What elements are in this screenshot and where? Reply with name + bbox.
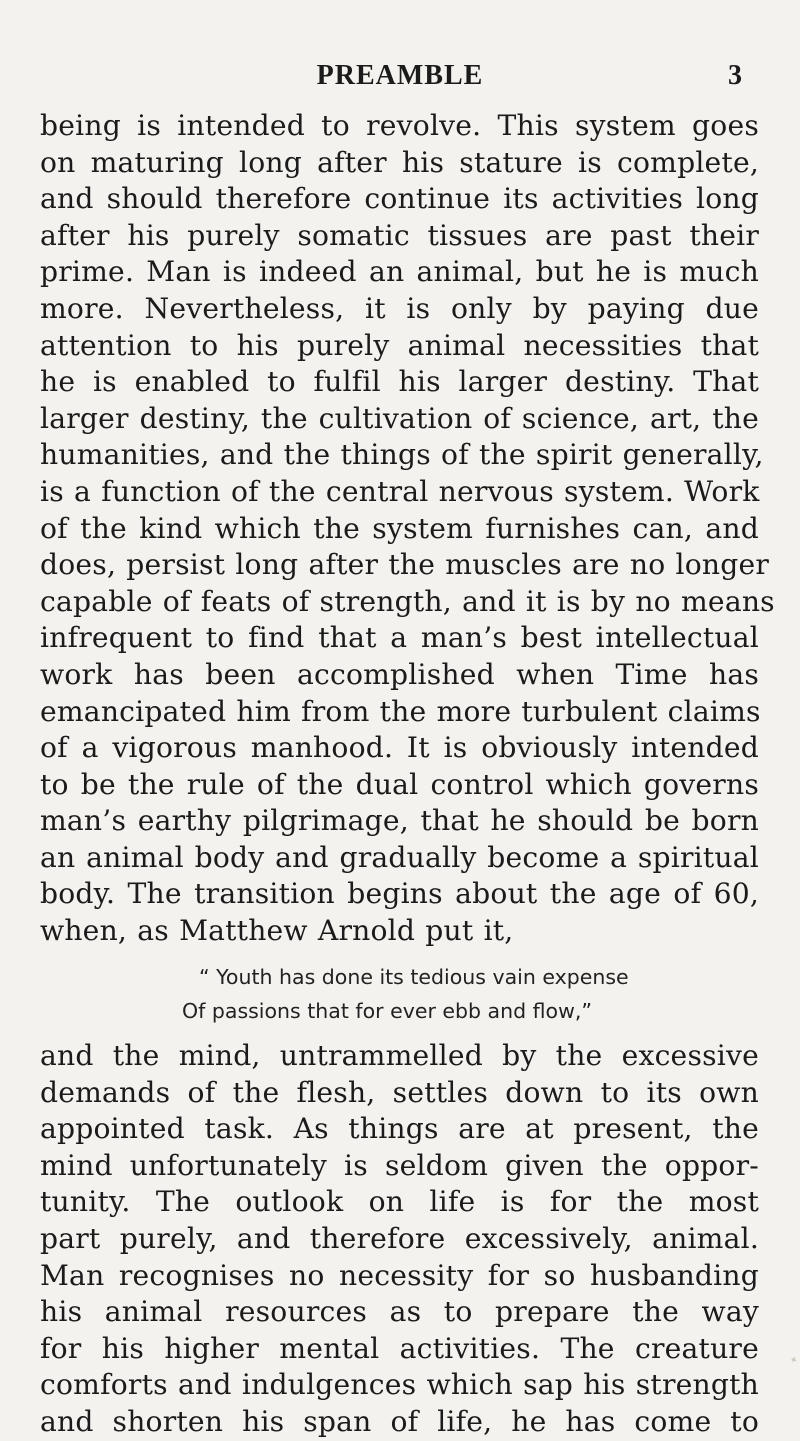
text-line: larger destiny, the cultivation of science, art, the — [40, 401, 759, 435]
text-line: of the kind which the system furnishes can, and — [40, 511, 759, 545]
text-line: mind unfortunately is seldom given the oppor- — [40, 1148, 759, 1182]
text-line: attention to his purely animal necessities that — [40, 328, 759, 362]
text-line: to be the rule of the dual control which governs — [40, 767, 759, 801]
text-line: comforts and indulgences which sap his strength — [40, 1368, 759, 1402]
text-line: humanities, and the things of the spirit generally, — [40, 438, 764, 472]
text-line: Man recognises no necessity for so husbanding — [40, 1258, 759, 1292]
text-line: of a vigorous manhood. It is obviously intended — [40, 731, 759, 765]
text-line: body. The transition begins about the age of 60, — [40, 877, 759, 911]
text-line: on maturing long after his stature is complete, — [40, 145, 759, 179]
text-line: is a function of the central nervous system. Work — [40, 474, 760, 508]
text-line: capable of feats of strength, and it is by no means — [40, 584, 775, 618]
text-line: after his purely somatic tissues are past their — [40, 218, 759, 252]
text-line: demands of the flesh, settles down to its own — [40, 1075, 759, 1109]
text-line: when, as Matthew Arnold put it, — [40, 914, 514, 948]
text-line: for his higher mental activities. The creature — [40, 1331, 759, 1365]
text-line: an animal body and gradually become a spiritual — [40, 840, 759, 874]
verse-quotation — [0, 961, 800, 1031]
text-line: does, persist long after the muscles are no longer — [40, 548, 770, 582]
text-line: tunity. The outlook on life is for the most — [40, 1185, 759, 1219]
running-header-title: PREAMBLE — [316, 60, 484, 91]
text-line: work has been accomplished when Time has — [40, 657, 759, 691]
text-line: emancipated him from the more turbulent claims — [40, 694, 761, 728]
text-line: man’s earthy pilgrimage, that he should be born — [40, 804, 759, 838]
text-line: and shorten his span of life, he has come to — [40, 1404, 759, 1438]
text-line: and the mind, untrammelled by the excessive — [40, 1039, 759, 1072]
paragraph-2 — [40, 1038, 759, 1441]
text-line: appointed task. As things are at present, the — [40, 1112, 759, 1146]
text-line: he is enabled to fulfil his larger destiny. That — [40, 365, 759, 399]
text-line: being is intended to revolve. This system goes — [40, 109, 759, 142]
text-line: infrequent to find that a man’s best intellectual — [40, 621, 759, 655]
text-line: his animal resources as to prepare the way — [40, 1295, 759, 1329]
verse-line: “ Youth has done its tedious vain expense — [199, 965, 629, 989]
text-line: prime. Man is indeed an animal, but he is much — [40, 255, 759, 289]
paragraph-1 — [40, 108, 775, 950]
text-line: part purely, and therefore excessively, animal. — [40, 1221, 759, 1255]
paper-speck-mark: ✦ — [787, 1353, 800, 1368]
text-line: more. Nevertheless, it is only by paying due — [40, 291, 759, 325]
text-line: and should therefore continue its activities long — [40, 182, 759, 216]
page-number: 3 — [728, 60, 742, 91]
verse-line: Of passions that for ever ebb and flow,” — [182, 999, 592, 1023]
